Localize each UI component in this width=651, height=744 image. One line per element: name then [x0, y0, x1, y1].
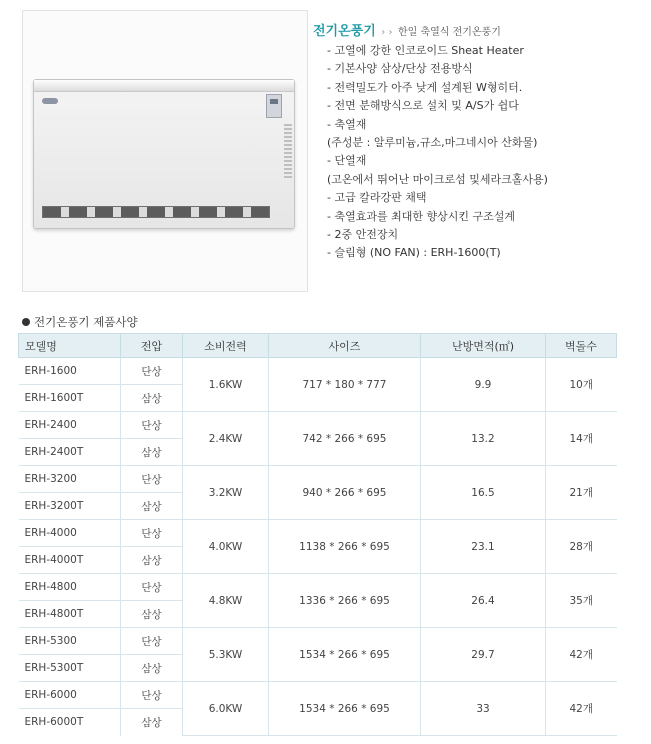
product-photo [22, 10, 308, 292]
product-subtitle: 한일 축열식 전기온풍기 [397, 27, 501, 38]
power-cell: 1.6KW [183, 358, 269, 412]
table-row [19, 574, 617, 601]
bricks-cell: 10개 [546, 358, 617, 412]
model-cell: ERH-2400T [19, 439, 121, 466]
feature-item: - 기본사양 삼상/단상 전용방식 [327, 62, 473, 76]
area-cell: 13.2 [421, 412, 546, 466]
bricks-cell: 42개 [546, 682, 617, 736]
size-cell: 1336 * 266 * 695 [269, 574, 421, 628]
size-cell: 940 * 266 * 695 [269, 466, 421, 520]
area-cell: 16.5 [421, 466, 546, 520]
bricks-cell: 28개 [546, 520, 617, 574]
table-row [19, 682, 617, 709]
header-model: 모델명 [19, 334, 121, 358]
feature-item: - 슬림형 (NO FAN) : ERH-1600(T) [327, 246, 501, 260]
heater-illustration [33, 79, 295, 229]
feature-item: - 고열에 강한 인코로이드 Sheat Heater [327, 44, 524, 57]
bricks-cell: 42개 [546, 628, 617, 682]
product-title-line [313, 20, 501, 39]
bottom-grille [42, 206, 270, 218]
voltage-cell: 단상 [121, 412, 183, 439]
feature-list [327, 42, 548, 263]
power-cell: 4.0KW [183, 520, 269, 574]
voltage-cell: 삼상 [121, 601, 183, 628]
voltage-cell: 단상 [121, 520, 183, 547]
side-vent [284, 124, 292, 180]
header-size: 사이즈 [269, 334, 421, 358]
voltage-cell: 단상 [121, 466, 183, 493]
header-bricks: 벽돌수 [546, 334, 617, 358]
model-cell: ERH-5300 [19, 628, 121, 655]
control-panel-icon [266, 94, 282, 118]
bricks-cell: 14개 [546, 412, 617, 466]
bullet-icon [22, 318, 30, 326]
area-cell: 29.7 [421, 628, 546, 682]
area-cell: 23.1 [421, 520, 546, 574]
table-row [19, 358, 617, 385]
model-cell: ERH-4800 [19, 574, 121, 601]
product-title: 전기온풍기 [313, 24, 376, 39]
model-cell: ERH-5300T [19, 655, 121, 682]
feature-item: - 축열효과를 최대한 향상시킨 구조설계 [327, 209, 515, 223]
power-cell: 4.8KW [183, 574, 269, 628]
power-cell: 3.2KW [183, 466, 269, 520]
model-cell: ERH-4000 [19, 520, 121, 547]
bricks-cell: 21개 [546, 466, 617, 520]
header-power: 소비전력 [183, 334, 269, 358]
voltage-cell: 단상 [121, 628, 183, 655]
table-header-row [19, 334, 617, 358]
header-area: 난방면적(㎡) [421, 334, 546, 358]
size-cell: 717 * 180 * 777 [269, 358, 421, 412]
table-row [19, 520, 617, 547]
spec-heading-text: 전기온풍기 제품사양 [34, 315, 138, 329]
power-cell: 2.4KW [183, 412, 269, 466]
model-cell: ERH-1600T [19, 385, 121, 412]
size-cell: 742 * 266 * 695 [269, 412, 421, 466]
voltage-cell: 단상 [121, 682, 183, 709]
voltage-cell: 삼상 [121, 655, 183, 682]
area-cell: 33 [421, 682, 546, 736]
model-cell: ERH-6000 [19, 682, 121, 709]
feature-item: - 단열재 [327, 154, 367, 168]
feature-item: - 2중 안전장치 [327, 228, 399, 242]
table-row [19, 412, 617, 439]
area-cell: 26.4 [421, 574, 546, 628]
power-cell: 5.3KW [183, 628, 269, 682]
model-cell: ERH-2400 [19, 412, 121, 439]
feature-item: (고온에서 뛰어난 마이크로섬 및세라크홀사용) [327, 172, 548, 186]
feature-item: - 고급 칼라강판 채택 [327, 191, 427, 205]
model-cell: ERH-3200T [19, 493, 121, 520]
feature-item: - 전력밀도가 아주 낮게 설계된 W형히터. [327, 80, 523, 94]
size-cell: 1534 * 266 * 695 [269, 628, 421, 682]
feature-item: - 축열재 [327, 117, 367, 131]
voltage-cell: 삼상 [121, 493, 183, 520]
voltage-cell: 단상 [121, 574, 183, 601]
size-cell: 1534 * 266 * 695 [269, 682, 421, 736]
model-cell: ERH-6000T [24, 716, 84, 729]
table-row [19, 628, 617, 655]
spec-table [18, 333, 617, 736]
feature-item: (주성분 : 알루미늄,규소,마그네시아 산화물) [327, 136, 538, 150]
header-voltage: 전압 [121, 334, 183, 358]
feature-item: - 전면 분해방식으로 설치 및 A/S가 쉽다 [327, 99, 519, 113]
breadcrumb-arrow-icon: › › [381, 27, 393, 38]
voltage-cell: 삼상 [121, 385, 183, 412]
size-cell: 1138 * 266 * 695 [269, 520, 421, 574]
voltage-cell: 단상 [121, 358, 183, 385]
model-cell: ERH-4000T [19, 547, 121, 574]
model-cell: ERH-1600 [19, 358, 121, 385]
power-cell: 6.0KW [183, 682, 269, 736]
table-row [19, 466, 617, 493]
heater-top-cover [34, 80, 294, 92]
voltage-cell: 삼상 [121, 547, 183, 574]
voltage-cell: 삼상 [121, 439, 183, 466]
voltage-cell: 삼상 [121, 709, 183, 736]
spec-heading [22, 314, 138, 330]
area-cell: 9.9 [421, 358, 546, 412]
brand-logo [42, 98, 58, 104]
model-cell: ERH-4800T [19, 601, 121, 628]
bricks-cell: 35개 [546, 574, 617, 628]
model-cell: ERH-3200 [19, 466, 121, 493]
